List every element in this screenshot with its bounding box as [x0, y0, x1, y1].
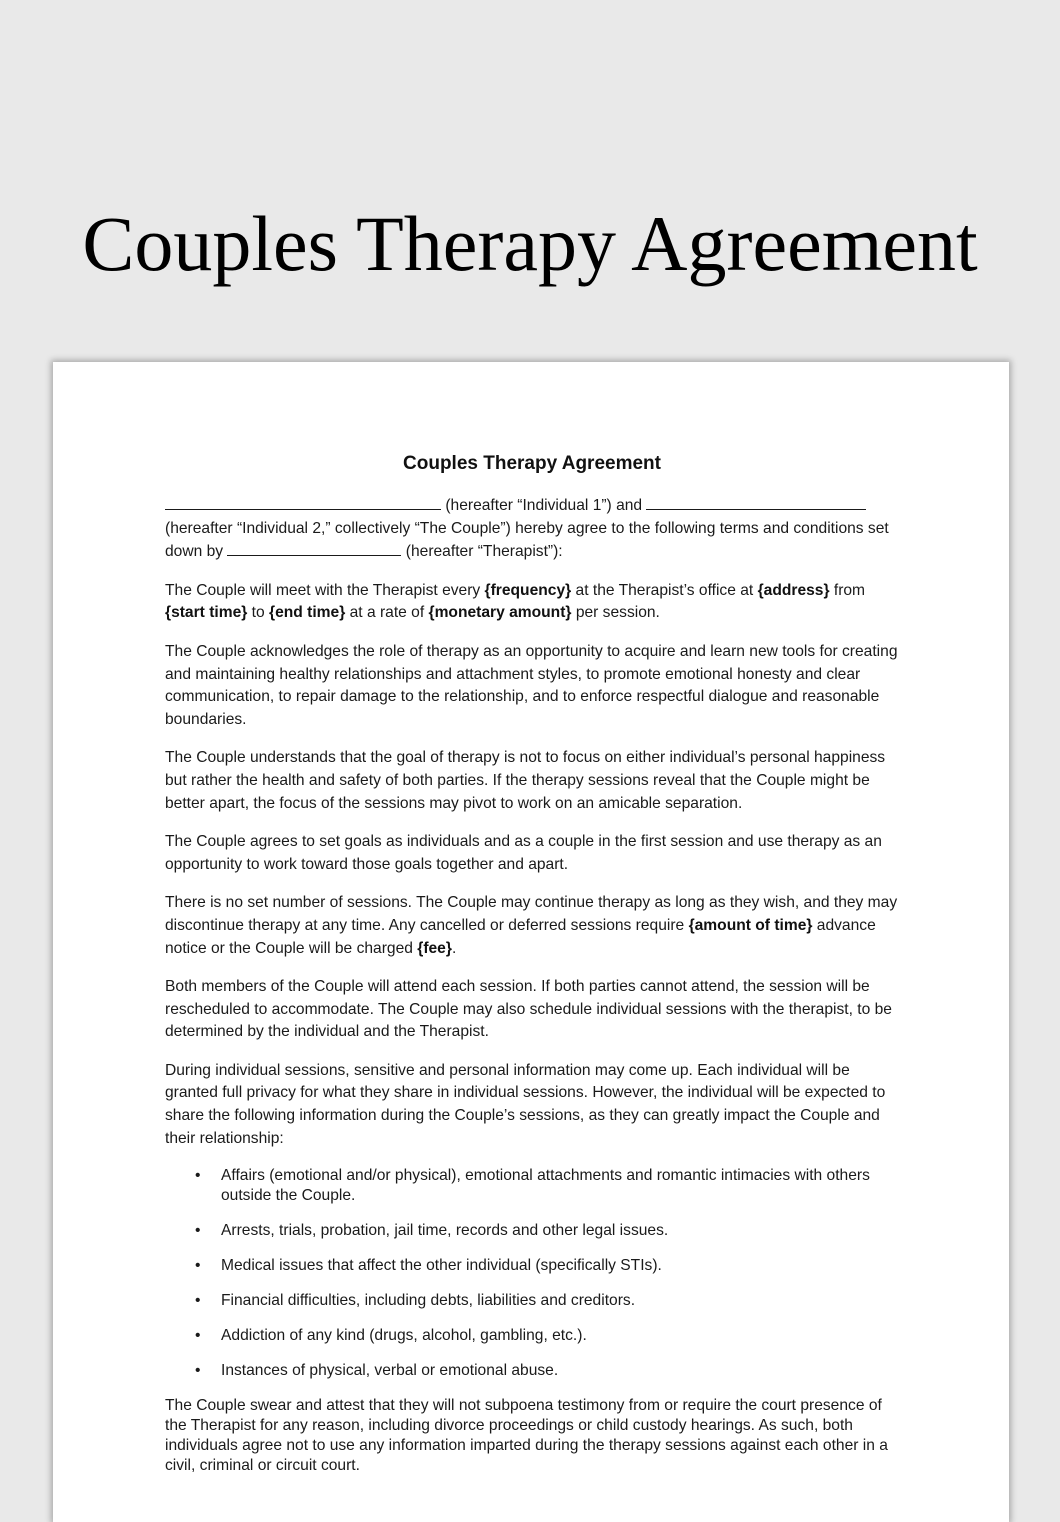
- frequency-placeholder: {frequency}: [484, 581, 572, 599]
- intro-part2: (hereafter “Individual 2,” collectively “The Couple”) hereby agree to the following terms and conditions set down by: [165, 519, 889, 561]
- set-goals-paragraph: The Couple agrees to set goals as individuals and as a couple in the first session and use therapy as an opportunity to work toward those goals together and apart.: [165, 833, 882, 873]
- list-item-text: Medical issues that affect the other individual (specifically STIs).: [221, 1257, 662, 1275]
- intro-part3: (hereafter “Therapist”):: [405, 543, 563, 561]
- list-item-text: Financial difficulties, including debts, liabilities and creditors.: [221, 1292, 636, 1310]
- meeting-text-2: at the Therapist’s office at: [571, 581, 758, 599]
- goal-paragraph: The Couple understands that the goal of therapy is not to focus on either individual’s personal happiness but rather the health and safety of both parties. If the therapy sessions reveal that the Couple might be better apart, the focus of the sessions may pivot to work on an amicable separation.: [165, 749, 886, 812]
- bullet-marker: •: [195, 1167, 201, 1185]
- document-title: Couples Therapy Agreement: [403, 453, 661, 474]
- subpoena-paragraph: The Couple swear and attest that they will not subpoena testimony from or require the court presence of the Therapist for any reason, including divorce proceedings or child custody hearings. As such, both individuals agree not to use any information imparted during the therapy sessions against each other in a civil, criminal or circuit court.: [165, 1397, 888, 1475]
- sessions-text-1: There is no set number of sessions. The Couple may continue therapy as long as they wish, and they may discontinue therapy at any time. Any cancelled or deferred sessions require: [165, 894, 898, 934]
- list-item-text: Affairs (emotional and/or physical), emotional attachments and romantic intimacies with others outside the Couple.: [221, 1167, 870, 1205]
- bullet-marker: •: [195, 1362, 201, 1380]
- meeting-text-1: The Couple will meet with the Therapist every: [165, 581, 485, 599]
- bullet-marker: •: [195, 1292, 201, 1310]
- fee-placeholder: {fee}: [417, 939, 452, 957]
- list-item: [165, 1361, 899, 1381]
- meeting-paragraph: [165, 580, 899, 625]
- list-item: [165, 1256, 899, 1276]
- individual-2-blank[interactable]: [646, 494, 866, 510]
- document-body: [165, 452, 899, 1476]
- intro-paragraph: [165, 494, 899, 564]
- document-page: [53, 362, 1009, 1522]
- list-item-text: Addiction of any kind (drugs, alcohol, gambling, etc.).: [221, 1327, 587, 1345]
- monetary-amount-placeholder: {monetary amount}: [428, 604, 572, 622]
- list-item-text: Instances of physical, verbal or emotional abuse.: [221, 1362, 559, 1380]
- end-time-placeholder: {end time}: [269, 604, 346, 622]
- list-item: [165, 1326, 899, 1346]
- meeting-text-6: per session.: [571, 604, 660, 622]
- meeting-text-4: to: [247, 604, 270, 622]
- banner-title: Couples Therapy Agreement: [82, 200, 978, 287]
- therapist-blank[interactable]: [227, 540, 401, 556]
- address-placeholder: {address}: [757, 581, 830, 599]
- attend-paragraph: Both members of the Couple will attend each session. If both parties cannot attend, the session will be rescheduled to accommodate. The Couple may also schedule individual sessions with the therapist, to be determined by the individual and the Therapist.: [165, 978, 892, 1041]
- bullet-marker: •: [195, 1222, 201, 1240]
- disclosure-list: [165, 1166, 899, 1381]
- list-item: [165, 1166, 899, 1206]
- list-item: [165, 1221, 899, 1241]
- list-item: [165, 1291, 899, 1311]
- bullet-marker: •: [195, 1257, 201, 1275]
- list-item-text: Arrests, trials, probation, jail time, records and other legal issues.: [221, 1222, 669, 1240]
- meeting-text-5: at a rate of: [345, 604, 429, 622]
- sessions-text-3: .: [451, 939, 457, 957]
- meeting-text-3: from: [829, 581, 866, 599]
- amount-of-time-placeholder: {amount of time}: [688, 916, 813, 934]
- sessions-text-2: advance notice or the Couple will be charged: [165, 916, 876, 957]
- individual-sessions-paragraph: During individual sessions, sensitive and personal information may come up. Each individual will be granted full privacy for what they share in individual sessions. However, the individual will be expected to share the following information during the Couple’s sessions, as they can greatly impact the Couple and their relationship:: [165, 1061, 886, 1147]
- intro-part1: (hereafter “Individual 1”) and: [445, 497, 643, 514]
- role-paragraph: The Couple acknowledges the role of therapy as an opportunity to acquire and learn new tools for creating and maintaining healthy relationships and attachment styles, to promote emotional honesty and clear communication, to repair damage to the relationship, and to enforce respectful dialogue and reasonable boundaries.: [165, 642, 898, 728]
- start-time-placeholder: {start time}: [165, 604, 248, 622]
- sessions-paragraph: [165, 892, 899, 960]
- individual-1-blank[interactable]: [165, 494, 441, 510]
- bullet-marker: •: [195, 1327, 201, 1345]
